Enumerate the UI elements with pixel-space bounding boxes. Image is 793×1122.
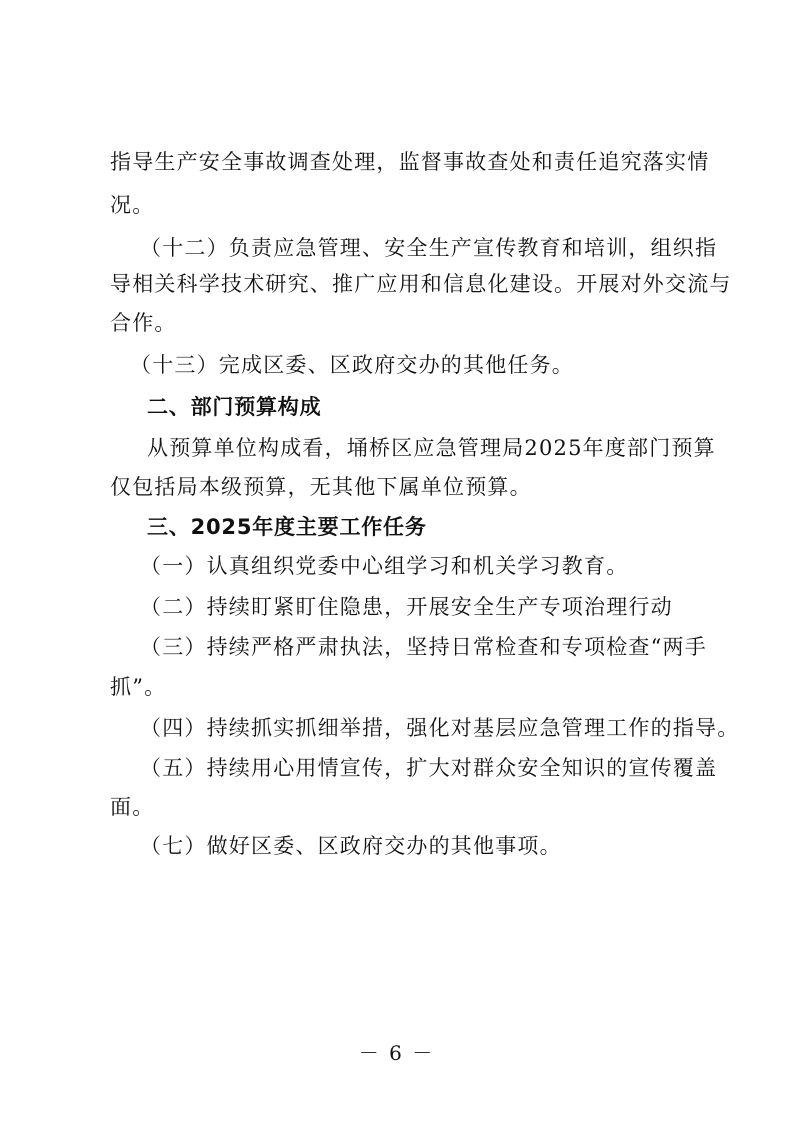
body-text-line: 合作。: [110, 311, 177, 335]
body-text-line: （十二）负责应急管理、安全生产宣传教育和培训，组织指: [140, 236, 718, 260]
body-text-line: 仅包括局本级预算，无其他下属单位预算。: [110, 475, 532, 499]
body-text-line: （三）持续严格严肃执法，坚持日常检查和专项检查“两手: [140, 635, 707, 659]
body-text-line: 指导生产安全事故调查处理，监督事故查处和责任追究落实情: [110, 150, 710, 174]
section-heading: 三、2025年度主要工作任务: [147, 515, 427, 539]
body-text-line: 况。: [110, 193, 155, 217]
body-text-line: 导相关科学技术研究、推广应用和信息化建设。开展对外交流与: [110, 272, 732, 296]
body-text-line: （四）持续抓实抓细举措，强化对基层应急管理工作的指导。: [140, 716, 740, 740]
body-text-line: （一）认真组织党委中心组学习和机关学习教育。: [140, 554, 629, 578]
body-text-line: （二）持续盯紧盯住隐患，开展安全生产专项治理行动: [140, 595, 673, 619]
body-text-line: 抓”。: [110, 675, 167, 699]
page-number: － 6 －: [358, 1041, 435, 1065]
body-text-line: 从预算单位构成看，埇桥区应急管理局2025年度部门预算: [147, 436, 716, 460]
body-text-line: （十三）完成区委、区政府交办的其他任务。: [130, 353, 574, 377]
section-heading: 二、部门预算构成: [147, 395, 322, 419]
body-text-line: 面。: [110, 795, 155, 819]
body-text-line: （五）持续用心用情宣传，扩大对群众安全知识的宣传覆盖: [140, 756, 718, 780]
body-text-line: （七）做好区委、区政府交办的其他事项。: [140, 834, 562, 858]
